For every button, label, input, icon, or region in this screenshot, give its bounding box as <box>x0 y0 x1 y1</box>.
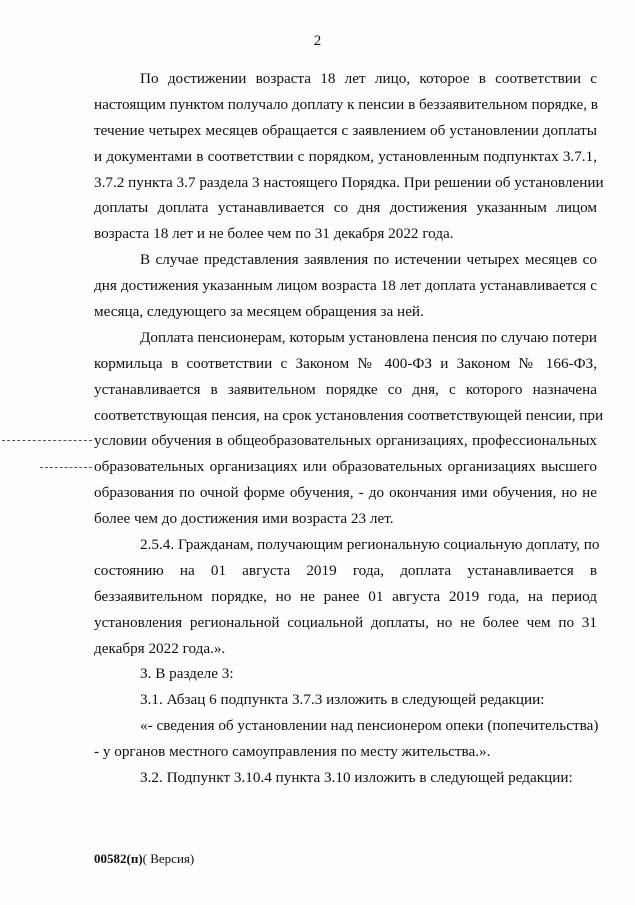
paragraph <box>94 532 600 661</box>
text-line: условии обучения в общеобразовательных организациях, профессиональных <box>94 432 597 450</box>
text-line: 3.1. Абзац 6 подпункта 3.7.3 изложить в следующей редакции: <box>140 691 545 709</box>
margin-mark <box>2 440 92 441</box>
document-body <box>94 66 604 791</box>
paragraph <box>94 765 597 791</box>
text-line: 3.7.2 пункта 3.7 раздела 3 настоящего Порядка. При решении об установлении <box>94 173 604 191</box>
text-line: «- сведения об установлении над пенсионером опеки (попечительства) <box>140 717 599 735</box>
text-line: установления региональной социальной доплаты, но не более чем по 31 <box>94 613 597 631</box>
text-line: более чем до достижения ими возраста 23 лет. <box>94 510 394 528</box>
text-line: Доплата пенсионерам, которым установлена пенсия по случаю потери <box>140 328 597 346</box>
text-line: декабря 2022 года.». <box>94 639 226 657</box>
text-line: По достижении возраста 18 лет лицо, которое в соответствии с <box>140 70 597 87</box>
paragraph <box>94 66 604 247</box>
text-line: устанавливается в заявительном порядке со дня, с которого назначена <box>94 380 597 398</box>
text-line: 2.5.4. Гражданам, получающим региональную социальную доплату, по <box>140 536 600 554</box>
paragraph <box>94 713 597 765</box>
text-line: В случае представления заявления по истечении четырех месяцев со <box>140 251 597 269</box>
document-version: ( Версия) <box>142 851 195 866</box>
document-footer <box>94 851 194 867</box>
text-line: течение четырех месяцев обращается с заявлением об установлении доплаты <box>94 121 597 139</box>
document-code: 00582(п) <box>94 851 143 866</box>
text-line: соответствующая пенсия, на срок установления соответствующей пенсии, при <box>94 406 604 424</box>
text-line: образования по очной форме обучения, - до окончания ими обучения, но не <box>94 484 597 502</box>
text-line: состоянию на 01 августа 2019 года, доплата устанавливается в <box>94 561 597 579</box>
text-line: и документами в соответствии с порядком, установленным подпунктах 3.7.1, <box>94 147 597 165</box>
text-line: 3.2. Подпункт 3.10.4 пункта 3.10 изложить в следующей редакции: <box>140 769 573 787</box>
text-line: возраста 18 лет и не более чем по 31 декабря 2022 года. <box>94 225 454 243</box>
text-line: доплаты доплата устанавливается со дня достижения указанным лицом <box>94 199 597 217</box>
text-line: 3. В разделе 3: <box>140 665 234 683</box>
text-line: беззаявительном порядке, но не ранее 01 августа 2019 года, на период <box>94 587 597 605</box>
paragraph <box>94 247 597 325</box>
text-line: месяца, следующего за месяцем обращения за ней. <box>94 303 424 321</box>
text-line: кормильца в соответствии с Законом № 400-ФЗ и Законом № 166-ФЗ, <box>94 354 597 372</box>
text-line: образовательных организациях или образовательных организациях высшего <box>94 458 597 476</box>
text-line: настоящим пунктом получало доплату к пенсии в беззаявительном порядке, в <box>94 95 598 113</box>
page-number: 2 <box>313 33 322 49</box>
paragraph <box>94 661 597 687</box>
paragraph <box>94 325 604 532</box>
margin-mark <box>40 467 92 468</box>
text-line: - у органов местного самоуправления по месту жительства.». <box>94 743 491 761</box>
paragraph <box>94 687 597 713</box>
text-line: дня достижения указанным лицом возраста 18 лет доплата устанавливается с <box>94 277 597 295</box>
